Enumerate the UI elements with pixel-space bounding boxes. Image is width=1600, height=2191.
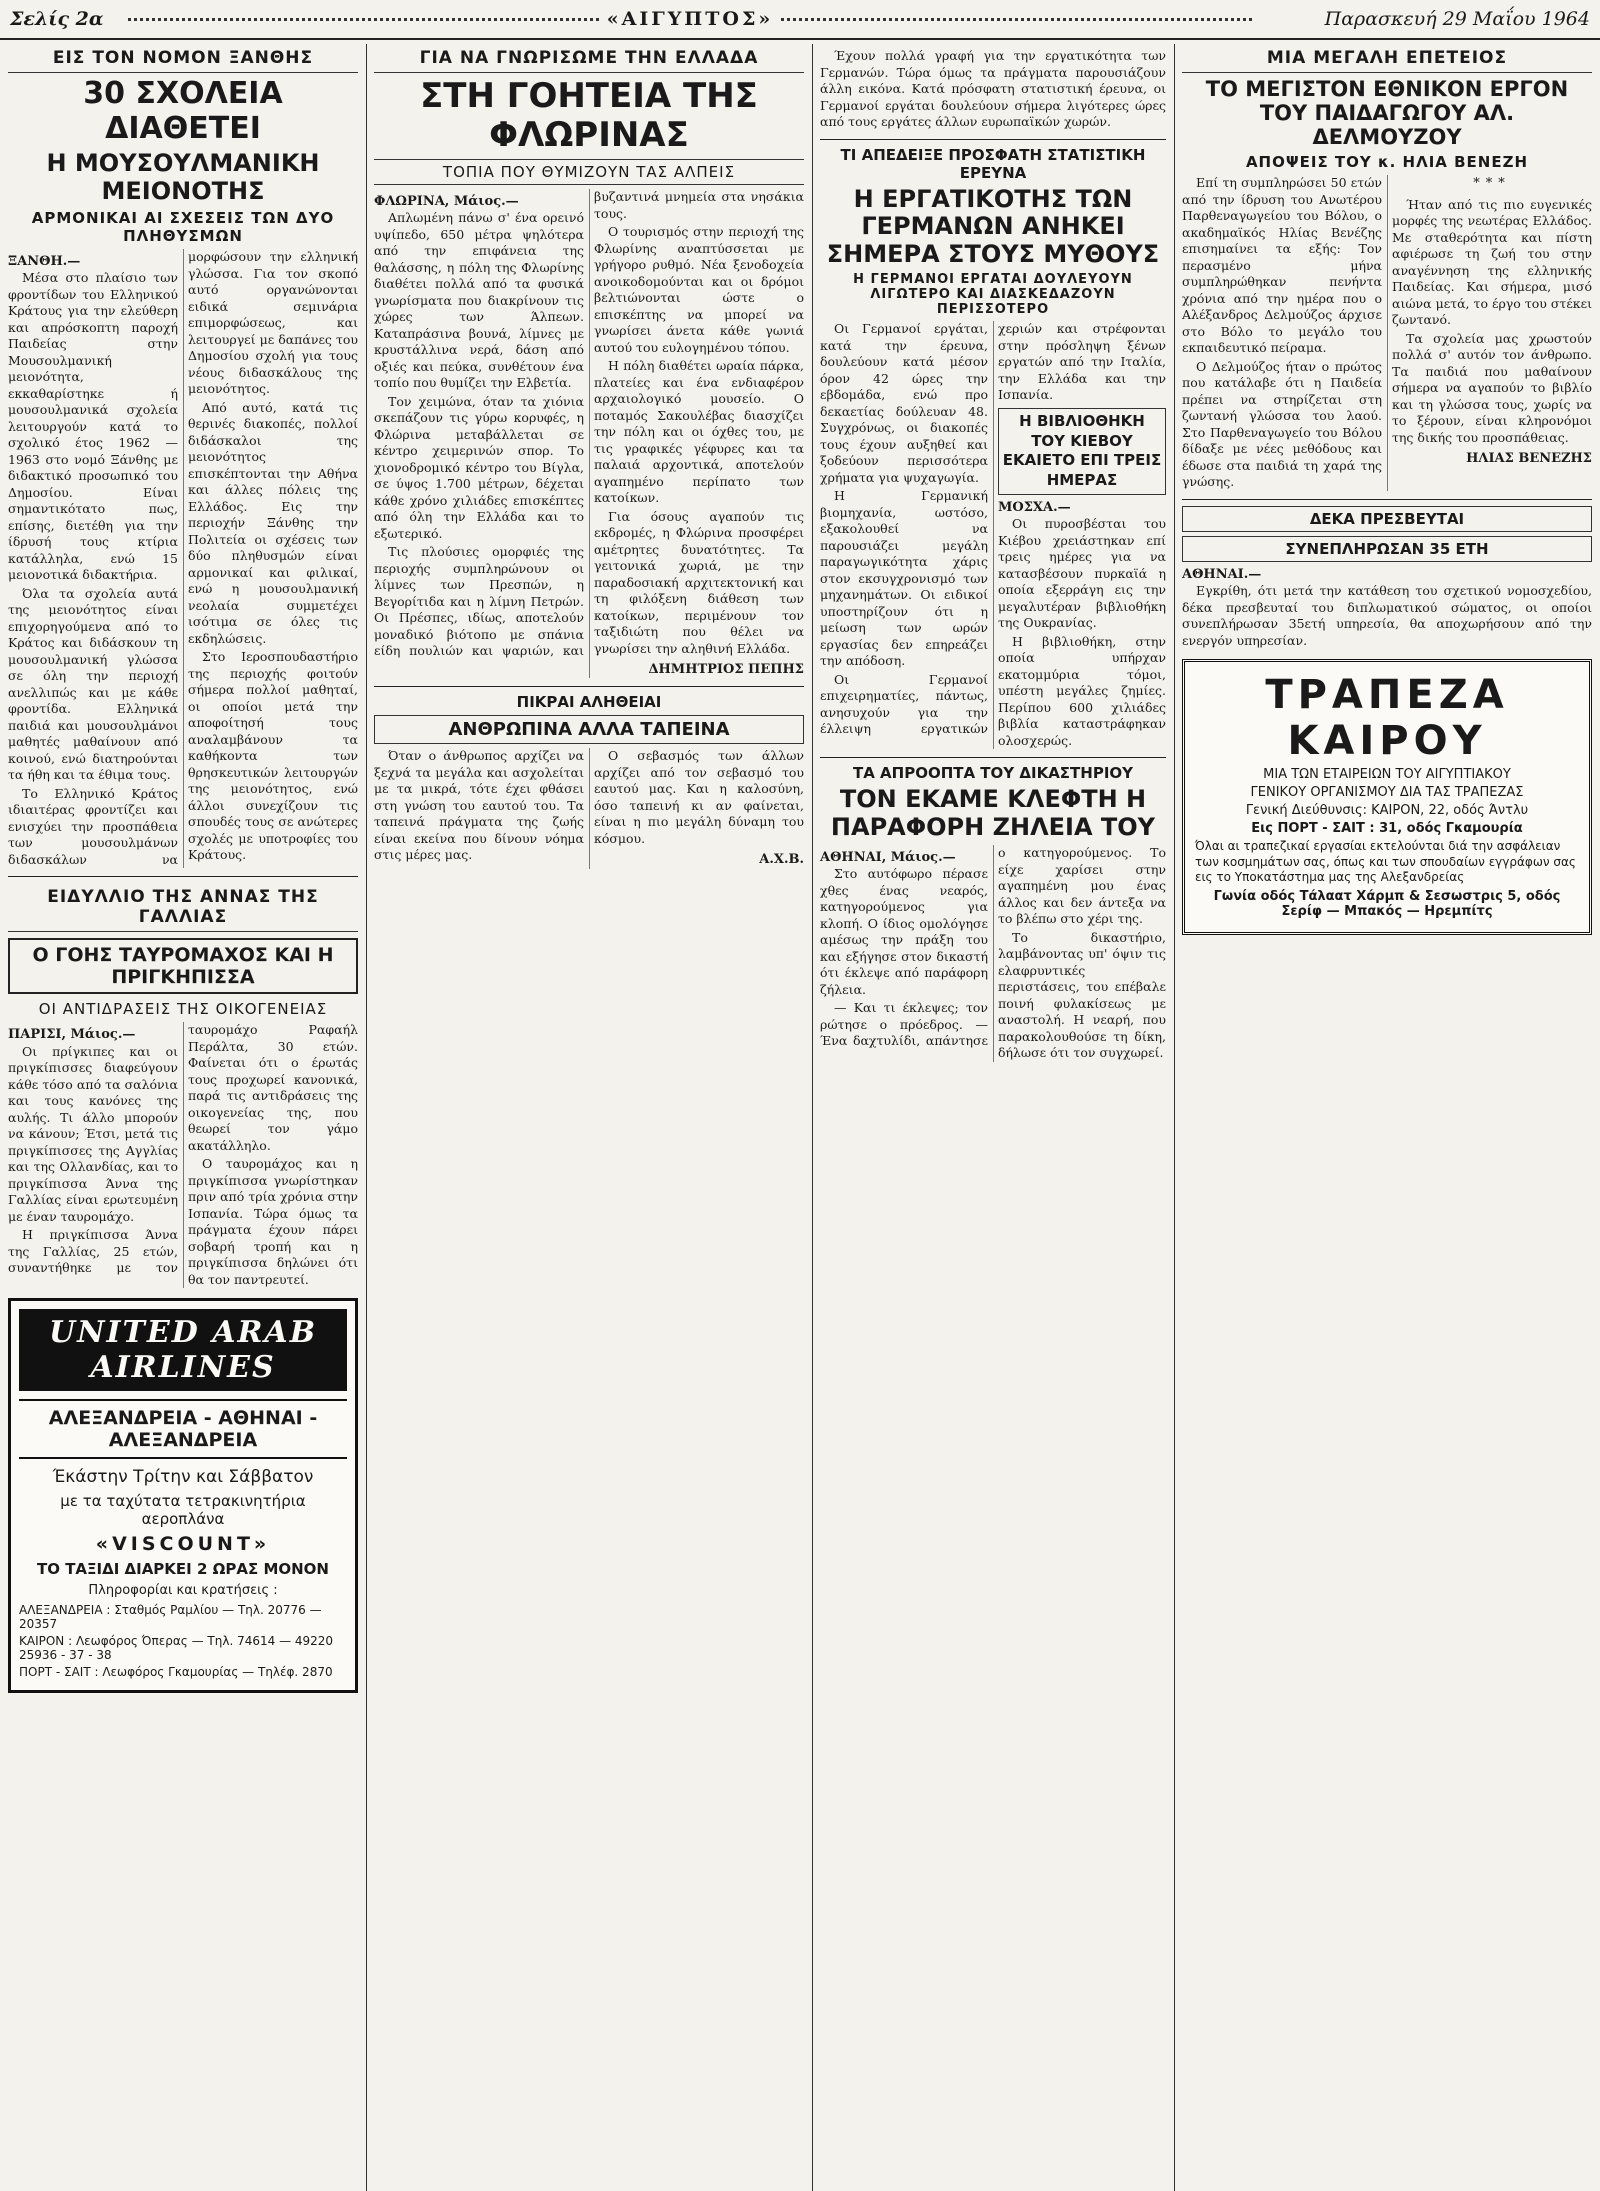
ad-info: Πληροφορίαι και κρατήσεις : [88,1583,278,1599]
article-subheadline: Η ΓΕΡΜΑΝΟΙ ΕΡΓΑΤΑΙ ΔΟΥΛΕΥΟΥΝ ΛΙΓΩΤΕΡΟ ΚΑΙ ΔΙΑΣΚΕΔΑΖΟΥΝ ΠΕΡΙΣΣΟΤΕΡΟ [853,272,1133,318]
article-paragraph: Ο ταυρομάχος και η πριγκίπισσα γνωρίστηκαν πριν από τρία χρόνια στην Ισπανία. Τώρα όμως τα πράγματα έχουν πάρει σοβαρή τροπή και η πριγκίπισσα δηλώνει ότι θα τον παντρευτεί. [188,1156,358,1287]
article-body [820,48,1166,131]
article-paragraph: — Και τι έκλεψες; τον ρώτησε ο πρόεδρος. — Ένα δαχτυλίδι, απάντησε ο κατηγορούμενος. Το είχε χαρίσει στην αγαπημένη μου ένας άλλος και δεν άντεξα να το βλέπω στο χέρι της. [820,845,1166,1049]
article-kicker: ΠΙΚΡΑΙ ΑΛΗΘΕΙΑΙ [516,693,662,712]
article-kicker: ΔΕΚΑ ΠΡΕΣΒΕΥΤΑΙ [1182,506,1592,532]
article-byline: Α.Χ.Β. [759,852,804,868]
article-kicker: ΤΙ ΑΠΕΔΕΙΞΕ ΠΡΟΣΦΑΤΗ ΣΤΑΤΙΣΤΙΚΗ ΕΡΕΥΝΑ [840,145,1146,182]
article-dateline: ΑΘΗΝΑΙ, Μάιος.— [820,850,956,866]
article-dateline: ΜΟΣΧΑ.— [998,499,1071,515]
article-kicker: ΤΑ ΑΠΡΟΟΠΤΑ ΤΟΥ ΔΙΚΑΣΤΗΡΙΟΥ [852,764,1134,783]
ad-plane-name: «VISCOUNT» [95,1533,271,1556]
article-kicker: ΓΙΑ ΝΑ ΓΝΩΡΙΣΩΜΕ ΤΗΝ ΕΛΛΑΔΑ [374,44,804,73]
article-paragraph: Η πόλη διαθέτει ωραία πάρκα, πλατείες και ένα ενδιαφέρον αρχαιολογικό μουσείο. Ο ποταμός Σακουλέβας διασχίζει την πόλη και οι όχθες του, με τις γραφικές γέφυρες και τα παλαιά αρχοντικά, αποτελούν αγαπημένο περίπατο των κατοίκων. [594,358,804,506]
article-body [374,748,804,869]
bank-address: Γενική Διεύθυνσις: ΚΑΙΡΟΝ, 22, οδός Άντλυ [1245,803,1529,819]
article-paragraph: Τις πλούσιες ομορφιές της περιοχής συμπληρώνουν οι λίμνες των Πρεσπών, η Βεγορίτιδα και η λίμνη Πετρών. Οι Πρέσπες, ιδίως, αποτελούν μοναδικό βιότοπο με σπάνια είδη πουλιών και ψαριών, και βυζαντινά μνημεία στα νησάκια τους. [374,189,804,659]
bank-line: ΓΕΝΙΚΟΥ ΟΡΓΑΝΙΣΜΟΥ ΔΙΑ ΤΑΣ ΤΡΑΠΕΖΑΣ [1250,785,1524,801]
article-paragraph: Μέσα στο πλαίσιο των φροντίδων του Ελληνικού Κράτους για την ελεύθερη και απρόσκοπτη παροχή Παιδείας στην Μουσουλμανική μειονότητα, εκκαθαρίστηκε ή μουσουλμανικά σχολεία λειτουργούν κατά το σχολικό έτος 1962 — 1963 στο νομό Ξάνθης με διδακτικό προσωπικό του Δημοσίου. Είναι σημαντικότατο πως, επίσης, διετέθη για την ίδρυσή τους κτίρια κατάλληλα, ενώ 15 μειονοτικά διδακτήρια. [8,270,178,583]
section-divider [374,686,804,687]
ad-duration: ΤΟ ΤΑΞΙΔΙ ΔΙΑΡΚΕΙ 2 ΩΡΑΣ ΜΟΝΟΝ [36,1560,329,1579]
article-paragraph: Έχουν πολλά γραφή για την εργατικότητα των Γερμανών. Τώρα όμως τα πράγματα παρουσιάζουν άλλη εικόνα. Κατά πρόσφατη στατιστική έρευνα, οι Γερμανοί εργάται δουλεύουν σήμερα λιγότερες ώρες από τους εργάτες άλλων ευρωπαϊκών χωρών. [820,48,1166,129]
article-paragraph: Ο Δελμούζος ήταν ο πρώτος που κατάλαβε ότι η Παιδεία πρέπει να στηρίζεται στη ζωντανή γλώσσα του λαού. Στο Παρθεναγωγείο του Βόλου δίδαξε με νέες μεθόδους και έδωσε στα παιδιά τη χαρά της γνώσης. [1182,358,1382,490]
article-paragraph: Για όσους αγαπούν τις εκδρομές, η Φλώρινα προσφέρει αμέτρητες δυνατότητες. Τα γειτονικά χωριά, με την παραδοσιακή αρχιτεκτονική και τη φιλόξενη διάθεση των κατοίκων, περιμένουν τον ταξιδιώτη που θέλει να γνωρίσει την αληθινή Ελλάδα. [594,508,804,656]
article-paragraph: Τα σχολεία μας χρωστούν πολλά σ' αυτόν τον άνθρωπο. Τα παιδιά που μαθαίνουν σήμερα να αγαπούν το βιβλίο και τη γλώσσα τους, χωρίς να το ξέρουν, είναι κληρονόμοι της δικής του προσπάθειας. [1392,330,1592,445]
article-kicker: ΕΙΣ ΤΟΝ ΝΟΜΟΝ ΞΑΝΘΗΣ [8,44,358,73]
masthead-dots [781,18,1252,21]
article-paragraph: Το δικαστήριο, λαμβάνοντας υπ' όψιν τις ελαφρυντικές περιστάσεις, του επέβαλε ποινή φυλακίσεως με αναστολή. Η νεαρή, που παρακολουθούσε τη δίκη, δήλωσε ότι τον συγχωρεί. [998,929,1166,1061]
article-paragraph: Επί τη συμπληρώσει 50 ετών από την ίδρυση του Ανωτέρου Παρθεναγωγείου του Βόλου, ο ακαδημαϊκός Ηλίας Βενέζης επισημαίνει τα εξής: Τον περασμένο μήνα συμπληρώθηκαν πενήντα χρόνια από την ημέρα που ο Αλέξανδρος Δελμούζος άρχισε στο Βόλο το μεγάλο του εκπαιδευτικό πείραμα. [1182,175,1382,356]
article-paragraph: Οι πρίγκιπες και οι πριγκίπισσες διαφεύγουν κάθε τόσο από τα σαλόνια και τους κανόνες της αυλής. Τι άλλο μπορούν να κάνουν; Έτσι, μετά τις πριγκίπισσες της Αγγλίας και της Ολλανδίας, και το πριγκίπισσα Άννα της Γαλλίας είναι ερωτευμένη με έναν ταυρομάχο. [8,1043,178,1224]
ad-planes-line: με τα ταχύτατα τετρακινητήρια αεροπλάνα [60,1492,306,1529]
ad-days: Έκάστην Τρίτην και Σάββατον [52,1467,314,1488]
article-paragraph: Ήταν από τις πιο ευγενικές μορφές της νεωτέρας Ελλάδος. Με σταθερότητα και πίστη αφιέρωσε τη ζωή του στην αναγέννηση της ελληνικής Παιδείας. Και σήμερα, μισό αιώνα μετά, το έργο του στέκει ζωντανό. [1392,196,1592,328]
article-body [374,189,804,678]
issue-date: Παρασκευή 29 Μαΐου 1964 [1324,8,1590,30]
article-dateline: ΞΑΝΘΗ.— [8,254,81,270]
article-paragraph: Ο τουρισμός στην περιοχή της Φλωρίνης αναπτύσσεται με γρήγορο ρυθμό. Νέα ξενοδοχεία ανοικοδομούνται και οι δρόμοι βελτιώνονται ώστε ο επισκέπτης να μπορεί να γνωρίσει άνετα κάθε γωνιά αυτού του ευλογημένου τόπου. [594,224,804,355]
article-body [820,845,1166,1062]
article-paragraph: Οι Γερμανοί επιχειρηματίες, πάντως, ανησυχούν για την έλλειψη εργατικών χεριών και στρέφονται στην πρόσληψη ξένων εργατών από την Ιταλία, την Ελλάδα και την Ισπανία. [820,321,1166,737]
page-number: Σελίς 2α [10,8,104,30]
article-paragraph: Στο Ιεροσπουδαστήριο της περιοχής φοιτούν σήμερα πολλοί μαθηταί, οι οποίοι μετά την αποφοίτησή τους αναλαμβάνουν τα καθήκοντα των θρησκευτικών λειτουργών της μειονότητος, ενώ άλλοι συνεχίζουν τις σπουδές τους σε ανώτερες σχολές με υποτροφίες του Κράτους. [188,649,358,863]
ad-address: ΑΛΕΞΑΝΔΡΕΙΑ : Σταθμός Ραμλίου — Τηλ. 20776 — 20357 [19,1603,322,1632]
section-divider [820,757,1166,758]
article-body [8,1022,358,1288]
article-kicker: ΜΙΑ ΜΕΓΑΛΗ ΕΠΕΤΕΙΟΣ [1182,44,1592,73]
article-subheadline: ΑΡΜΟΝΙΚΑΙ ΑΙ ΣΧΕΣΕΙΣ ΤΩΝ ΔΥΟ ΠΛΗΘΥΣΜΩΝ [31,209,335,246]
article-dateline: ΦΛΩΡΙΝΑ, Μάιος.— [374,194,519,210]
article-paragraph: Οι Γερμανοί εργάται, κατά την έρευνα, δουλεύουν κατά μέσον όρον 42 ώρες την εβδομάδα, ενώ προ δεκαετίας δούλευαν 48. Συγχρόνως, οι διακοπές τους έχουν αυξηθεί και ξοδεύουν περισσότερα χρήματα για ψυχαγωγία. [820,321,988,485]
masthead-dots [128,18,599,21]
bank-text: Όλαι αι τραπεζικαί εργασίαι εκτελούνται διά την ασφάλειαν των κοσμημάτων σας, όπως και των σπουδαίων εγγράφων σας εις το Υποκατάστημα μας της Αλεξανδρείας [1195,839,1576,885]
article-byline: ΔΗΜΗΤΡΙΟΣ ΠΕΠΗΣ [648,662,804,678]
article-headline: ΣΥΝΕΠΛΗΡΩΣΑΝ 35 ΕΤΗ [1182,536,1592,562]
article-paragraph: Από αυτό, κατά τις θερινές διακοπές, πολλοί διδάσκαλοι της μειονότητος επισκέπτονται την Αθήνα και άλλες πόλεις της Ελλάδος. Εις την περιοχήν Ξάνθης την Πολιτεία οι σχέσεις των δύο πληθυσμών είναι αρμονικαί και φιλικαί, ενώ η μουσουλμανική νεολαία συμμετέχει ισότιμα σε όλες τις εκδηλώσεις. [188,399,358,646]
bank-advertisement [1182,659,1592,935]
article-paragraph: Το Ελληνικό Κράτος ιδιαιτέρας φροντίζει και ενισχύει την προσπάθεια των μουσουλμάνων διδασκάλων να μορφώσουν την ελληνική γλώσσα. Για τον σκοπό αυτό οργανώνονται ειδικά σεμινάρια επιμορφώσεως, και λειτουργεί με δαπάνες του Δημοσίου σχολή για τους νέους διδασκάλους της μειονότητος. [8,249,358,867]
article-paragraph: Οι πυροσβέσται του Κιέβου χρειάστηκαν επί τρεις ημέρες για να κατασβέσουν πυρκαϊά η οποία εξερράγη εις την μεγαλυτέραν βιβλιοθήκη της Ουκρανίας. [998,516,1166,631]
section-divider [8,876,358,877]
bank-address: Γωνία οδός Τάλαατ Χάρμπ & Σεσωστρις 5, οδός Σερίφ — Μπακός — Ηρεμπίτς [1213,888,1561,919]
article-headline: ΣΤΗ ΓΟΗΤΕΙΑ ΤΗΣ ΦΛΩΡΙΝΑΣ [420,76,758,156]
column-4 [1174,44,1600,2191]
article-paragraph: Η πριγκίπισσα Άννα της Γαλλίας, 25 ετών, συναντήθηκε με τον ταυρομάχο Ραφαήλ Περάλτα, 30 ετών. Φαίνεται ότι ο έρωτάς τους προχωρεί κανονικά, παρά τις αντιδράσεις της οικογενείας της, που θεωρεί τον γάμο ακατάλληλο. [8,1022,358,1275]
bank-address: Εις ΠΟΡΤ - ΣΑΙΤ : 31, οδός Γκαμουρία [1251,821,1523,837]
article-body [8,249,358,868]
article-subheadline: ΑΠΟΨΕΙΣ ΤΟΥ κ. ΗΛΙΑ ΒΕΝΕΖΗ [1245,153,1529,172]
article-paragraph: Στο αυτόφωρο πέρασε χθες ένας νεαρός, κατηγορούμενος για κλοπή. Ο ίδιος ομολόγησε αμέσως την πράξη του και εξήγησε στον δικαστή ότι έκλεψε από παράφορη ζήλεια. [820,866,988,997]
article-kicker: ΕΙΔΥΛΛΙΟ ΤΗΣ ΑΝΝΑΣ ΤΗΣ ΓΑΛΛΙΑΣ [8,883,358,932]
column-1 [0,44,366,2191]
article-paragraph: Όλα τα σχολεία αυτά της μειονότητος είναι επιχορηγούμενα από το Κράτος και διδάσκουν τη μουσουλμανική γλώσσα σε όλη την περιοχή ανελλιπώς και με κάθε φροντίδα. Ελληνικά παιδιά και μουσουλμάνοι μαθητές μαθαίνουν από κοινού, ενώ διατηρούνται τα ήθη και τα έθιμα τους. [8,585,178,783]
article-body [1182,566,1592,649]
article-paragraph: Ο σεβασμός των άλλων αρχίζει από τον σεβασμό του εαυτού μας. Και η καλοσύνη, όσο ταπεινή κι αν φαίνεται, είναι η πιο μεγάλη δύναμη του κόσμου. [594,748,804,846]
masthead [0,0,1600,40]
column-2 [366,44,812,2191]
article-headline: ΤΟΝ ΕΚΑΜΕ ΚΛΕΦΤΗ Η ΠΑΡΑΦΟΡΗ ΖΗΛΕΙΑ ΤΟΥ [830,785,1156,841]
article-paragraph: Απλωμένη πάνω σ' ένα ορεινό υψίπεδο, 650 μέτρα ψηλότερα από την επιφάνεια της θαλάσσης, η πόλη της Φλωρίνης διαθέτει πολλά από τα φυσικά γνωρίσματα που διακρίνουν τις χώρες των Άλπεων. Καταπράσινα βουνά, λίμνες με κρυστάλλινα νερά, δάση από οξιές και πεύκα, συνθέτουν ένα τοπίο που θυμίζει την Ελβετία. [374,210,584,391]
bank-line: ΜΙΑ ΤΩΝ ΕΤΑΙΡΕΙΩΝ ΤΟΥ ΑΙΓΥΠΤΙΑΚΟΥ [1263,767,1511,783]
article-headline: Ο ΓΟΗΣ ΤΑΥΡΟΜΑΧΟΣ ΚΑΙ Η ΠΡΙΓΚΗΠΙΣΣΑ [8,938,358,994]
article-headline: Η ΜΟΥΣΟΥΛΜΑΝΙΚΗ ΜΕΙΟΝΟΤΗΣ [46,149,320,205]
article-dateline: ΠΑΡΙΣΙ, Μάιος.— [8,1027,136,1043]
article-paragraph: Τον χειμώνα, όταν τα χιόνια σκεπάζουν τις γύρω κορυφές, η Φλώρινα μεταβάλλεται σε κέντρο χειμερινών σπορ. Το χιονοδρομικό κέντρο του Βίγλα, σε ύψος 1.700 μέτρων, δέχεται κάθε χρόνο χιλιάδες επισκέπτες από όλη την Ελλάδα και το εξωτερικό. [374,393,584,541]
article-paragraph: Εγκρίθη, ότι μετά την κατάθεση του σχετικού νομοσχεδίου, δέκα πρεσβευταί του διπλωματικού σώματος, οι οποίοι συνεπλήρωσαν 35ετή υπηρεσία, θα αποχωρήσουν από την ενεργόν υπηρεσίαν. [1182,583,1592,648]
article-headline: Η ΒΙΒΛΙΟΘΗΚΗ ΤΟΥ ΚΙΕΒΟΥ ΕΚΑΙΕΤΟ ΕΠΙ ΤΡΕΙΣ ΗΜΕΡΑΣ [998,408,1166,495]
article-byline: ΗΛΙΑΣ ΒΕΝΕΖΗΣ [1466,451,1592,467]
section-stars: *** [1473,176,1511,192]
article-headline: 30 ΣΧΟΛΕΙΑ ΔΙΑΘΕΤΕΙ [83,76,283,146]
bank-name: ΤΡΑΠΕΖΑ ΚΑΙΡΟΥ [1265,672,1509,765]
section-divider [1182,499,1592,500]
article-paragraph: Η Γερμανική βιομηχανία, ωστόσο, εξακολουθεί να παρουσιάζει μεγάλη παραγωγικότητα χάρις στον εκσυγχρονισμό των μηχανημάτων. Οι ειδικοί υποστηρίζουν ότι η μείωση των ωρών εργασίας δεν επηρεάζει την απόδοση. [820,488,988,669]
ad-address: ΠΟΡΤ - ΣΑΙΤ : Λεωφόρος Γκαμουρίας — Τηλέφ. 2870 [19,1665,333,1680]
section-divider [820,139,1166,140]
article-headline: Η ΕΡΓΑΤΙΚΟΤΗΣ ΤΩΝ ΓΕΡΜΑΝΩΝ ΑΝΗΚΕΙ ΣΗΜΕΡΑ ΣΤΟΥΣ ΜΥΘΟΥΣ [826,184,1160,268]
article-paragraph: Η βιβλιοθήκη, στην οποία υπήρχαν εκατομμύρια τόμοι, υπέστη μεγάλες ζημίες. Περίπου 600 χιλιάδες βιβλία καταστράφηκαν ολοσχερώς. [998,633,1166,748]
ad-route: ΑΛΕΞΑΝΔΡΕΙΑ - ΑΘΗΝΑΙ - ΑΛΕΞΑΝΔΡΕΙΑ [19,1399,347,1459]
article-subheadline: ΟΙ ΑΝΤΙΔΡΑΣΕΙΣ ΤΗΣ ΟΙΚΟΓΕΝΕΙΑΣ [38,1000,328,1019]
article-subheadline: ΤΟΠΙΑ ΠΟΥ ΘΥΜΙΖΟΥΝ ΤΑΣ ΑΛΠΕΙΣ [374,159,804,185]
airline-logo: UNITED ARAB AIRLINES [19,1309,347,1391]
article-headline: ΤΟ ΜΕΓΙΣΤΟΝ ΕΘΝΙΚΟΝ ΕΡΓΟΝ ΤΟΥ ΠΑΙΔΑΓΩΓΟΥ ΑΛ. ΔΕΛΜΟΥΖΟΥ [1205,77,1569,150]
paper-title: «ΑΙΓΥΠΤΟΣ» [606,8,774,30]
article-dateline: ΑΘΗΝΑΙ.— [1182,566,1262,582]
article-body [820,321,1166,749]
ad-address: ΚΑΙΡΟΝ : Λεωφόρος Όπερας — Τηλ. 74614 — 49220 25936 - 37 - 38 [19,1634,334,1663]
article-body [1182,175,1592,491]
article-paragraph: Όταν ο άνθρωπος αρχίζει να ξεχνά τα μεγάλα και ασχολείται με τα μικρά, τότε έχει φθάσει στη γνώση του εαυτού του. Τα ταπεινά πράγματα της ζωής είναι εκείνα που δίνουν νόημα στις μέρες μας. [374,748,584,863]
airline-advertisement [8,1298,358,1693]
column-3 [812,44,1174,2191]
article-headline: ΑΝΘΡΩΠΙΝΑ ΑΛΛΑ ΤΑΠΕΙΝΑ [374,715,804,744]
